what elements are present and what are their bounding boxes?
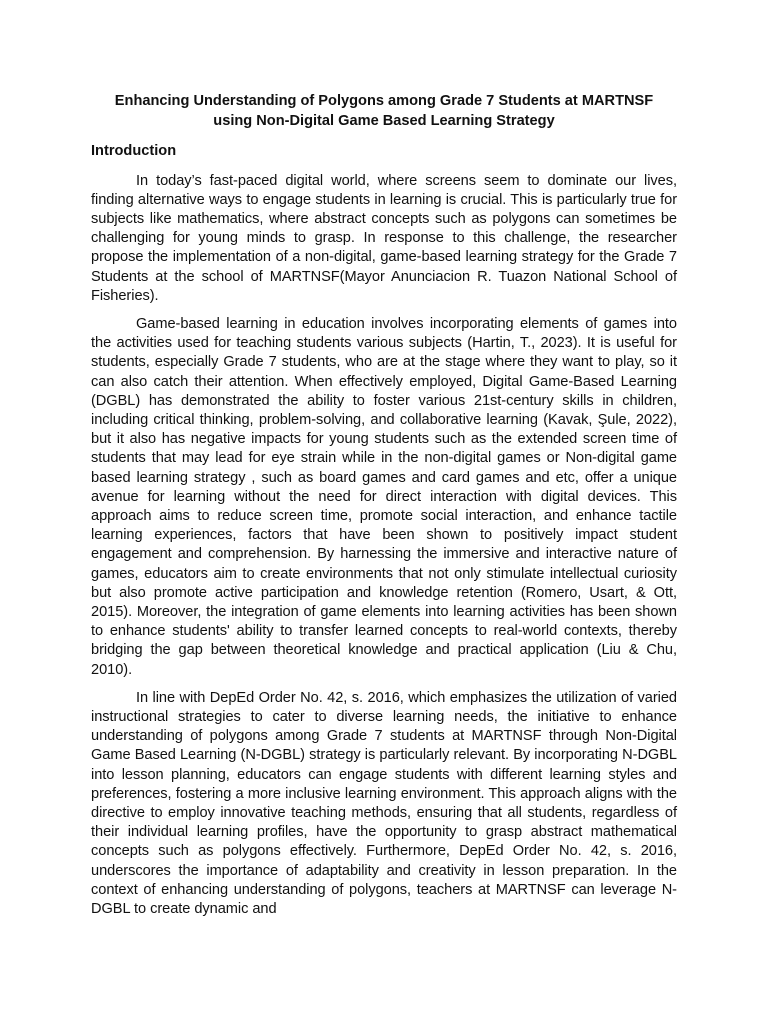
title-line-1: Enhancing Understanding of Polygons among Grade 7 Students at MARTNSF	[114, 93, 654, 109]
document-title	[91, 92, 677, 131]
document-page	[91, 92, 677, 928]
paragraph-2: Game-based learning in education involves incorporating elements of games into the activities used for teaching students various subjects (Hartin, T., 2023). It is useful for students, especially Grade 7 students, who are at the stage where they want to play, so it can also catch their attention. When effectively employed, Digital Game-Based Learning (DGBL) has demonstrated the ability to foster various 21st-century skills in children, including critical thinking, problem-solving, and collaborative learning (Kavak, Şule, 2022), but it also has negative impacts for young students such as the extended screen time of students that may lead for eye strain while in the non-digital games or Non-digital game based learning strategy , such as board games and card games and etc, offer a unique avenue for learning without the need for direct interaction with digital devices. This approach aims to reduce screen time, promote social interaction, and enhance tactile learning experiences, factors that have been shown to positively impact student engagement and comprehension. By harnessing the immersive and interactive nature of games, educators aim to create environments that not only stimulate intellectual curiosity but also promote active participation and knowledge retention (Romero, Usart, & Ott, 2015). Moreover, the integration of game elements into learning activities has been shown to enhance students' ability to transfer learned concepts to real-world contexts, thereby bridging the gap between theoretical knowledge and practical application (Liu & Chu, 2010).	[91, 315, 677, 678]
title-line-2: using Non-Digital Game Based Learning Strategy	[213, 112, 555, 129]
paragraph-3: In line with DepEd Order No. 42, s. 2016, which emphasizes the utilization of varied instructional strategies to cater to diverse learning needs, the initiative to enhance understanding of polygons among Grade 7 students at MARTNSF through Non-Digital Game Based Learning (N-DGBL) strategy is particularly relevant. By incorporating N-DGBL into lesson planning, educators can engage students with different learning styles and preferences, fostering a more inclusive learning environment. This approach aligns with the directive to employ innovative teaching methods, ensuring that all students, regardless of their individual learning profiles, have the opportunity to grasp abstract mathematical concepts such as polygons effectively. Furthermore, DepEd Order No. 42, s. 2016, underscores the importance of adaptability and creativity in lesson preparation. In the context of enhancing understanding of polygons, teachers at MARTNSF can leverage N-DGBL to create dynamic and	[91, 689, 677, 918]
paragraph-1: In today’s fast-paced digital world, where screens seem to dominate our lives, finding alternative ways to engage students in learning is crucial. This is particularly true for subjects like mathematics, where abstract concepts such as polygons can sometimes be challenging for young minds to grasp. In response to this challenge, the researcher propose the implementation of a non-digital, game-based learning strategy for the Grade 7 Students at the school of MARTNSF(Mayor Anunciacion R. Tuazon National School of Fisheries).	[91, 172, 677, 304]
section-heading: Introduction	[91, 143, 177, 159]
